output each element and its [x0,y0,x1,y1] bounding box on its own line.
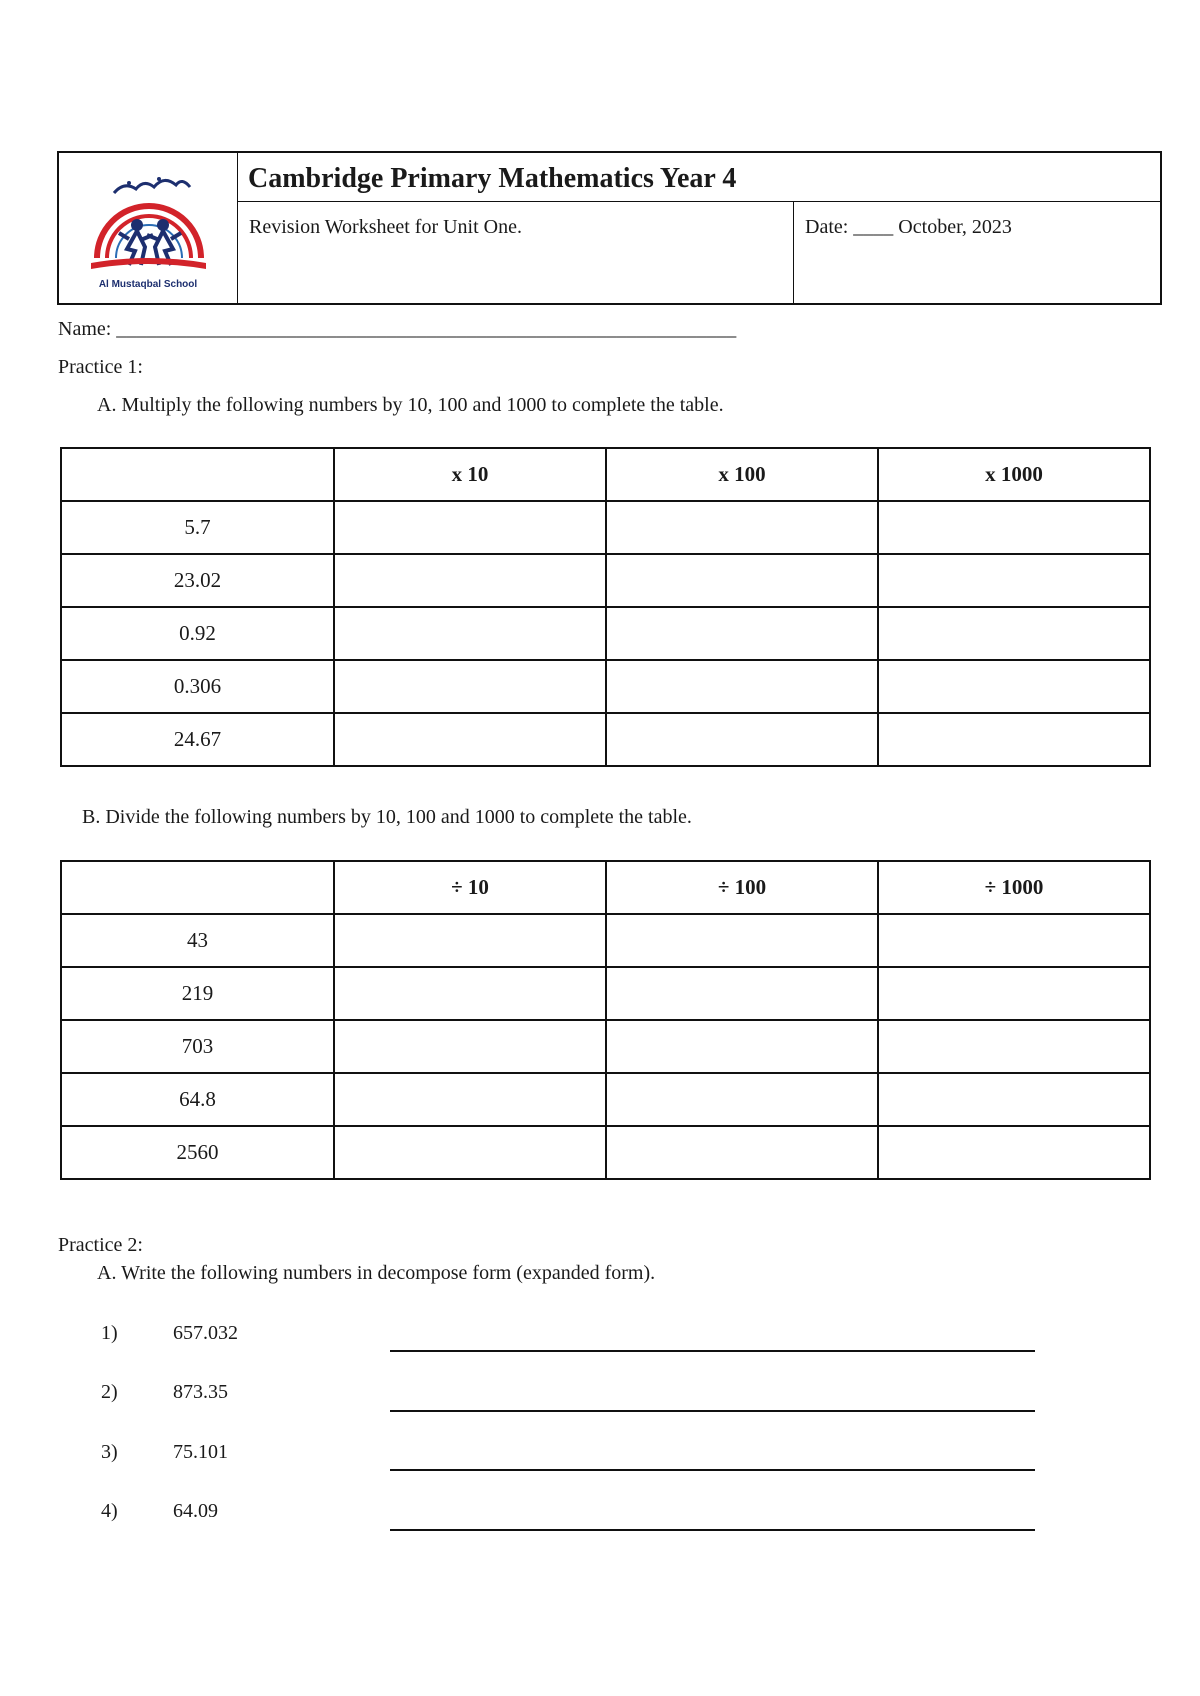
table-row [61,554,1150,607]
answer-cell[interactable] [334,501,606,554]
row-number: 24.67 [61,713,334,766]
table-header-cell: x 10 [334,448,606,501]
item-value: 64.09 [173,1500,218,1522]
date-field: Date: ____ October, 2023 [805,216,1012,238]
item-number: 2) [101,1381,118,1403]
practice2-heading: Practice 2: [58,1234,143,1256]
row-number: 703 [61,1020,334,1073]
answer-cell[interactable] [878,607,1150,660]
answer-cell[interactable] [878,1020,1150,1073]
answer-cell[interactable] [334,1073,606,1126]
answer-cell[interactable] [606,501,878,554]
table-row [61,660,1150,713]
table-row [61,967,1150,1020]
item-number: 3) [101,1441,118,1463]
answer-cell[interactable] [606,1126,878,1179]
table-row [61,501,1150,554]
answer-cell[interactable] [334,713,606,766]
logo-cell [59,153,238,303]
answer-line[interactable] [390,1350,1035,1352]
answer-cell[interactable] [606,914,878,967]
table-row [61,1126,1150,1179]
table-row [61,1073,1150,1126]
item-number: 1) [101,1322,118,1344]
worksheet-subtitle: Revision Worksheet for Unit One. [249,216,522,238]
answer-cell[interactable] [878,1073,1150,1126]
answer-cell[interactable] [334,660,606,713]
answer-cell[interactable] [878,713,1150,766]
table-header-row [61,448,1150,501]
multiply-table [60,447,1151,767]
answer-cell[interactable] [334,554,606,607]
item-value: 657.032 [173,1322,238,1344]
row-number: 23.02 [61,554,334,607]
worksheet-header [57,151,1162,305]
table-header-cell: ÷ 10 [334,861,606,914]
table-header-cell: x 1000 [878,448,1150,501]
logo-caption: Al Mustaqbal School [98,279,198,290]
row-number: 0.92 [61,607,334,660]
answer-cell[interactable] [878,660,1150,713]
answer-cell[interactable] [334,1126,606,1179]
answer-cell[interactable] [606,554,878,607]
answer-line[interactable] [390,1529,1035,1531]
answer-cell[interactable] [878,967,1150,1020]
practice1-heading: Practice 1: [58,356,143,378]
answer-cell[interactable] [878,501,1150,554]
answer-cell[interactable] [334,914,606,967]
table-header-cell: ÷ 100 [606,861,878,914]
item-number: 4) [101,1500,118,1522]
answer-cell[interactable] [334,967,606,1020]
answer-cell[interactable] [606,967,878,1020]
answer-cell[interactable] [878,554,1150,607]
item-value: 75.101 [173,1441,228,1463]
title-cell [238,153,1160,202]
answer-cell[interactable] [606,607,878,660]
table-row [61,914,1150,967]
row-number: 2560 [61,1126,334,1179]
row-number: 219 [61,967,334,1020]
answer-cell[interactable] [606,660,878,713]
answer-line[interactable] [390,1410,1035,1412]
table-header-cell: ÷ 1000 [878,861,1150,914]
date-cell [794,202,1160,303]
divide-table [60,860,1151,1180]
worksheet-title: Cambridge Primary Mathematics Year 4 [248,163,737,194]
answer-cell[interactable] [334,607,606,660]
table-row [61,1020,1150,1073]
answer-cell[interactable] [878,914,1150,967]
school-logo-icon [59,153,238,303]
answer-cell[interactable] [334,1020,606,1073]
answer-cell[interactable] [878,1126,1150,1179]
answer-cell[interactable] [606,713,878,766]
subtitle-cell [238,202,794,303]
answer-cell[interactable] [606,1020,878,1073]
row-number: 43 [61,914,334,967]
table-header-row [61,861,1150,914]
answer-cell[interactable] [606,1073,878,1126]
table-header-cell: x 100 [606,448,878,501]
name-field[interactable]: Name: ______________________________________________________________ [58,318,737,340]
item-value: 873.35 [173,1381,228,1403]
table-row [61,713,1150,766]
answer-line[interactable] [390,1469,1035,1471]
row-number: 64.8 [61,1073,334,1126]
row-number: 5.7 [61,501,334,554]
row-number: 0.306 [61,660,334,713]
practice2-partA-instruction: A. Write the following numbers in decompose form (expanded form). [97,1262,656,1284]
table-row [61,607,1150,660]
table-header-cell [61,861,334,914]
table-header-cell [61,448,334,501]
practice1-partB-instruction: B. Divide the following numbers by 10, 100 and 1000 to complete the table. [82,806,692,828]
practice1-partA-instruction: A. Multiply the following numbers by 10, 100 and 1000 to complete the table. [97,394,724,416]
